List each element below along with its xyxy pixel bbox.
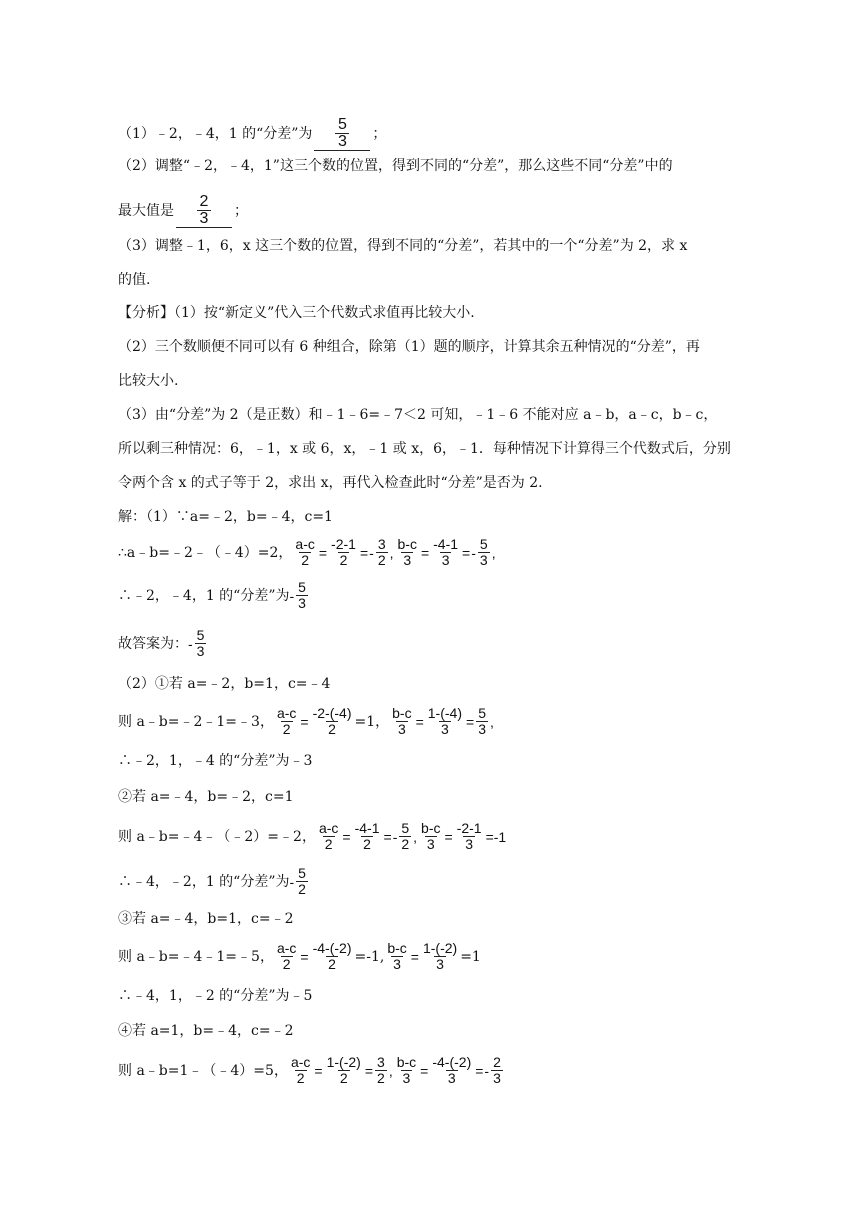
analysis-line4: （3）由“分差”为 2（是正数）和﹣1﹣6=﹣7＜2 可知，﹣1﹣6 不能对应 a﹣b，a﹣c，b﹣c， <box>118 407 718 423</box>
fraction: $\frac{-2-1}{3}$ <box>456 820 482 852</box>
solution-line10: ∴﹣4，﹣2，1 的“分差”为 - 5 2 <box>118 865 306 897</box>
fraction: $\frac{b-c}{3}$ <box>392 705 412 737</box>
fraction: $\frac{1-(-2)}{3}$ <box>422 940 458 972</box>
fraction: $\frac{a-c}{2}$ <box>295 536 315 568</box>
fraction: $\frac{a-c}{2}$ <box>318 820 339 852</box>
analysis-line5: 所以剩三种情况：6，﹣1，x 或 6，x，﹣1 或 x，6，﹣1．每种情况下计算得三个代数式后，分别 <box>118 441 731 457</box>
solution-line2: ∴a﹣b=﹣2﹣（﹣4）=2， $\frac{a-c}{2}$ = $\frac{-2-1}{2}$ = - 3 2 , $\frac{b-c}{3}$ = $\frac{-4-1}{3}$ = - 5 3 , <box>118 536 496 568</box>
q3-line1: （3）调整﹣1，6，x 这三个数的位置，得到不同的“分差”，若其中的一个“分差”为 2，求 x <box>118 238 688 254</box>
solution-line12: 则 a﹣b=﹣4﹣1=﹣5， $\frac{a-c}{2}$ = $\frac{-4-(-2)}{2}$ =-1, $\frac{b-c}{3}$ = $\frac{1-(-2)}{3}$ =1 <box>118 940 481 972</box>
fraction: 3 2 <box>377 536 386 568</box>
fraction: $\frac{a-c}{2}$ <box>276 940 297 972</box>
fraction: $\frac{3}{2}$ <box>377 1054 385 1086</box>
solution-line14: ④若 a=1，b=﹣4，c=﹣2 <box>118 1023 294 1039</box>
analysis-line2: （2）三个数顺便不同可以有 6 种组合，除第（1）题的顺序，计算其余五种情况的“分差”，再 <box>118 339 700 355</box>
solution-line3: ∴﹣2，﹣4，1 的“分差”为 - 5 3 <box>118 579 306 611</box>
fraction: $\frac{1-(-4)}{3}$ <box>427 705 462 737</box>
fraction: $\frac{-4-(-2)}{3}$ <box>432 1054 472 1086</box>
fraction: $\frac{b-c}{3}$ <box>397 536 417 568</box>
analysis-line3: 比较大小. <box>118 373 179 389</box>
fraction: $\frac{a-c}{2}$ <box>276 705 297 737</box>
fraction: 5 3 <box>196 627 205 659</box>
solution-line11: ③若 a=﹣4，b=1，c=﹣2 <box>118 911 294 927</box>
fraction: $\frac{-2-(-4)}{2}$ <box>312 705 352 737</box>
fraction: $\frac{5}{3}$ <box>478 705 486 737</box>
fraction: $\frac{-4-1}{3}$ <box>433 536 459 568</box>
q1-line: （1）﹣2，﹣4，1 的“分差”为 5 3 ； <box>118 116 387 150</box>
fraction: 2 3 <box>493 1054 501 1086</box>
solution-line6: 则 a﹣b=﹣2﹣1=﹣3， $\frac{a-c}{2}$ = $\frac{-2-(-4)}{2}$ =1， $\frac{b-c}{3}$ = $\frac{1-(-4)}{3}$ = $\frac{5}{3}$ , <box>118 705 494 737</box>
fraction: $\frac{b-c}{3}$ <box>421 820 441 852</box>
q3-line2: 的值. <box>118 272 151 288</box>
fraction: 5 3 <box>479 536 488 568</box>
fraction: $\frac{-2-1}{2}$ <box>331 536 356 568</box>
fraction: 5 3 <box>298 579 306 611</box>
solution-line5: （2）①若 a=﹣2，b=1，c=﹣4 <box>118 676 331 692</box>
fraction: $\frac{a-c}{2}$ <box>290 1054 311 1086</box>
q2-line1: （2）调整“﹣2，﹣4，1”这三个数的位置，得到不同的“分差”，那么这些不同“分差”中的 <box>118 158 673 174</box>
fraction: $\frac{b-c}{3}$ <box>396 1054 417 1086</box>
solution-line8: ②若 a=﹣4，b=﹣2，c=1 <box>118 789 294 805</box>
solution-line1: 解：（1）∵a=﹣2，b=﹣4，c=1 <box>118 509 333 525</box>
fraction: $\frac{b-c}{3}$ <box>387 940 407 972</box>
fraction: $\frac{-4-(-2)}{2}$ <box>312 940 352 972</box>
fraction: 5 2 <box>401 820 410 852</box>
fraction: 5 2 <box>298 865 306 897</box>
fraction: $\frac{1-(-2)}{2}$ <box>326 1054 361 1086</box>
q2-line2: 最大值是 2 3 ； <box>118 193 248 227</box>
solution-line4: 故答案为： - 5 3 <box>118 627 205 659</box>
solution-line15: 则 a﹣b=1﹣（﹣4）=5， $\frac{a-c}{2}$ = $\frac{1-(-2)}{2}$ = $\frac{3}{2}$ , $\frac{b-c}{3}$ = $\frac{-4-(-2)}{3}$ = - 2 3 <box>118 1054 501 1086</box>
q1-text: （1）﹣2，﹣4，1 的“分差”为 <box>118 126 313 142</box>
analysis-line1: 【分析】（1）按“新定义”代入三个代数式求值再比较大小. <box>118 305 475 321</box>
solution-line7: ∴﹣2，1，﹣4 的“分差”为﹣3 <box>118 753 313 769</box>
solution-line13: ∴﹣4，1，﹣2 的“分差”为﹣5 <box>118 988 313 1004</box>
solution-line9: 则 a﹣b=﹣4﹣（﹣2）=﹣2， $\frac{a-c}{2}$ = $\frac{-4-1}{2}$ = - 5 2 , $\frac{b-c}{3}$ = $\frac{-2-1}{3}$ =-1 <box>118 820 507 852</box>
fraction: $\frac{-4-1}{2}$ <box>354 820 380 852</box>
q1-answer-blank: 5 3 <box>314 117 370 151</box>
analysis-line6: 令两个含 x 的式子等于 2，求出 x，再代入检查此时“分差”是否为 2. <box>118 475 543 491</box>
q2-answer-blank: 2 3 <box>176 194 232 228</box>
